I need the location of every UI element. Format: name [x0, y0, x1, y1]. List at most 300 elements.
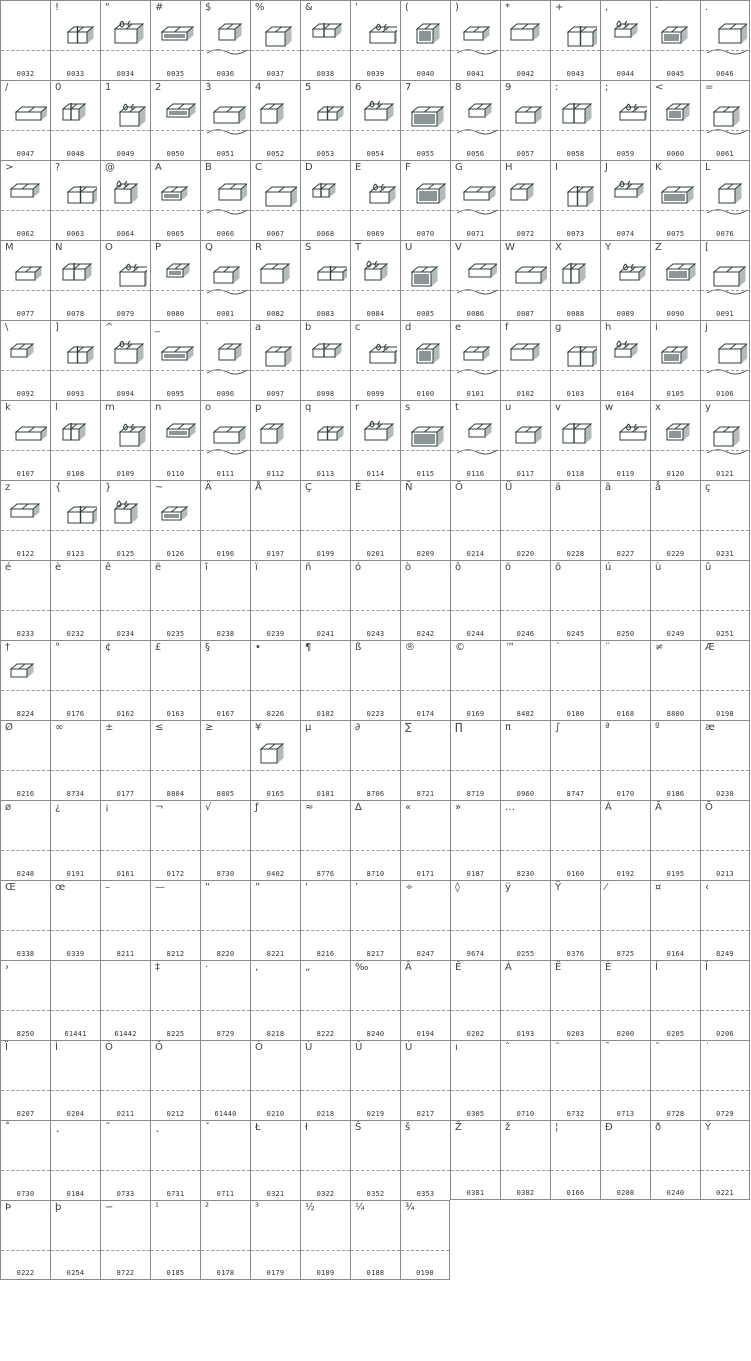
- baseline-divider: [651, 850, 700, 851]
- character-label: r: [355, 402, 360, 413]
- glyph-cell: [350, 960, 400, 1040]
- glyph-cell: [300, 400, 350, 480]
- char-code-label: 0206: [716, 1030, 734, 1038]
- baseline-divider: [101, 370, 150, 371]
- char-code-label: 0044: [616, 70, 635, 78]
- baseline-divider: [701, 770, 749, 771]
- character-label: Þ: [5, 1202, 12, 1213]
- char-code-label: 8747: [566, 790, 585, 798]
- char-code-label: 0123: [66, 550, 85, 558]
- glyph-cell: [50, 400, 100, 480]
- glyph-cell: [600, 400, 650, 480]
- character-label: :: [555, 82, 559, 93]
- char-code-label: 0097: [266, 390, 285, 398]
- glyph-cell: [400, 880, 450, 960]
- char-code-label: 0249: [666, 630, 685, 638]
- char-code-label: 0376: [566, 950, 585, 958]
- character-label: è: [55, 562, 62, 573]
- character-label: ‹: [705, 882, 709, 893]
- baseline-divider: [351, 1090, 400, 1091]
- baseline-divider: [451, 850, 500, 851]
- character-label: D: [305, 162, 313, 173]
- glyph-cell: [0, 240, 50, 320]
- character-label: a: [255, 322, 262, 333]
- character-label: È: [605, 962, 612, 973]
- character-label: Æ: [705, 642, 715, 653]
- char-code-label: 0381: [466, 1189, 485, 1197]
- char-code-label: 0245: [566, 630, 585, 638]
- baseline-divider: [351, 770, 400, 771]
- character-label: v: [555, 402, 561, 413]
- character-label: Ø: [5, 722, 13, 733]
- glyph-cell: [500, 1040, 550, 1120]
- char-code-label: 0107: [16, 470, 35, 478]
- glyph-cell: [100, 880, 150, 960]
- char-code-label: 0181: [316, 790, 335, 798]
- character-label: P: [155, 242, 162, 253]
- glyph-cell: [0, 800, 50, 880]
- char-code-label: 0217: [416, 1110, 435, 1118]
- char-code-label: 0075: [666, 230, 685, 238]
- char-code-label: 0050: [166, 150, 185, 158]
- character-label: ›: [5, 962, 9, 973]
- baseline-divider: [101, 1090, 150, 1091]
- baseline-divider: [351, 1250, 400, 1251]
- char-code-label: 0339: [66, 950, 85, 958]
- glyph-cell: [650, 960, 700, 1040]
- character-label: ‘: [305, 882, 309, 893]
- baseline-divider: [301, 530, 350, 531]
- glyph-cell: [50, 320, 100, 400]
- glyph-cell: [400, 560, 450, 640]
- char-code-label: 8729: [216, 1030, 235, 1038]
- char-code-label: 0062: [16, 230, 35, 238]
- glyph-cell: [100, 800, 150, 880]
- glyph-cell: [700, 480, 750, 560]
- glyph-cell: [250, 240, 300, 320]
- glyph-cell: [600, 480, 650, 560]
- character-label: b: [305, 322, 312, 333]
- glyph-cell: [250, 1040, 300, 1120]
- baseline-divider: [51, 1170, 100, 1171]
- char-code-label: 0174: [416, 710, 435, 718]
- character-label: ¨: [605, 642, 610, 653]
- char-code-label: 0069: [366, 230, 385, 238]
- character-label: ê: [105, 562, 112, 573]
- glyph-cell: [200, 240, 250, 320]
- character-label: ¹: [155, 1202, 160, 1213]
- glyph-cell: [350, 1120, 400, 1200]
- character-label: …: [505, 802, 515, 813]
- char-code-label: 0382: [516, 1189, 535, 1197]
- baseline-divider: [551, 770, 600, 771]
- char-code-label: 0061: [716, 150, 734, 158]
- char-code-label: 0055: [416, 150, 435, 158]
- character-label: }: [105, 482, 112, 493]
- glyph-cell: [0, 560, 50, 640]
- char-code-label: 0082: [266, 310, 285, 318]
- char-code-label: 0057: [516, 150, 535, 158]
- glyph-cell: [350, 0, 400, 80]
- baseline-divider: [301, 210, 350, 211]
- char-code-label: 0080: [166, 310, 185, 318]
- character-label: X: [555, 242, 562, 253]
- glyph-cell: [300, 320, 350, 400]
- char-code-label: 0125: [116, 550, 135, 558]
- glyph-cell: [450, 1120, 500, 1200]
- char-code-label: 0119: [616, 470, 635, 478]
- glyph-cell: [600, 0, 650, 80]
- char-code-label: 0049: [116, 150, 135, 158]
- baseline-divider: [551, 130, 600, 131]
- char-code-label: 0070: [416, 230, 435, 238]
- character-label: Ž: [455, 1122, 462, 1133]
- baseline-divider: [51, 210, 100, 211]
- glyph-cell: [0, 880, 50, 960]
- character-label: l: [55, 402, 58, 413]
- character-label: I: [555, 162, 558, 173]
- baseline-divider: [701, 450, 749, 451]
- glyph-cell: [450, 160, 500, 240]
- char-code-label: 8222: [316, 1030, 335, 1038]
- baseline-divider: [551, 850, 600, 851]
- char-code-label: 61440: [214, 1110, 237, 1118]
- character-label: e: [455, 322, 462, 333]
- char-code-label: 0244: [466, 630, 485, 638]
- character-label: ': [355, 2, 358, 13]
- glyph-cell: [450, 960, 500, 1040]
- char-code-label: 0067: [266, 230, 285, 238]
- char-code-label: 0211: [116, 1110, 135, 1118]
- glyph-cell: [250, 400, 300, 480]
- baseline-divider: [1, 50, 50, 51]
- glyph-cell: [100, 160, 150, 240]
- baseline-divider: [51, 930, 100, 931]
- character-label: ∫: [555, 722, 561, 733]
- glyph-cell: [250, 0, 300, 80]
- glyph-cell: [700, 720, 750, 800]
- glyph-cell: [200, 1040, 250, 1120]
- baseline-divider: [301, 370, 350, 371]
- glyph-cell: [50, 960, 100, 1040]
- baseline-divider: [651, 50, 700, 51]
- char-code-label: 0203: [566, 1030, 585, 1038]
- glyph-cell: [300, 160, 350, 240]
- char-code-label: 8722: [116, 1269, 135, 1277]
- baseline-divider: [551, 690, 600, 691]
- character-label: ◊: [455, 882, 460, 893]
- glyph-cell: [0, 0, 50, 80]
- char-code-label: 0098: [316, 390, 335, 398]
- character-label: ˜: [555, 1042, 560, 1053]
- baseline-divider: [151, 930, 200, 931]
- glyph-cell: [400, 800, 450, 880]
- baseline-divider: [1, 610, 50, 611]
- glyph-cell: [350, 800, 400, 880]
- baseline-divider: [101, 1250, 150, 1251]
- character-label: x: [655, 402, 661, 413]
- char-code-label: 8776: [316, 870, 335, 878]
- character-label: /: [5, 82, 9, 93]
- character-label: Œ: [5, 882, 16, 893]
- character-label: ñ: [305, 562, 312, 573]
- glyph-cell: [450, 0, 500, 80]
- character-label: Q: [205, 242, 213, 253]
- glyph-cell: [500, 0, 550, 80]
- glyph-cell: [500, 960, 550, 1040]
- glyph-cell: [0, 400, 50, 480]
- character-label: ª: [605, 722, 610, 733]
- char-code-label: 0210: [266, 1110, 285, 1118]
- glyph-cell: [200, 960, 250, 1040]
- character-label: q: [305, 402, 312, 413]
- char-code-label: 0102: [516, 390, 535, 398]
- baseline-divider: [601, 210, 650, 211]
- glyph-cell: [600, 800, 650, 880]
- char-code-label: 0163: [166, 710, 185, 718]
- character-label: ‰: [355, 962, 369, 973]
- char-code-label: 0233: [16, 630, 35, 638]
- glyph-cell: [300, 0, 350, 80]
- baseline-divider: [1, 450, 50, 451]
- char-code-label: 0198: [716, 710, 734, 718]
- baseline-divider: [301, 850, 350, 851]
- glyph-cell: [200, 720, 250, 800]
- char-code-label: 0192: [616, 870, 635, 878]
- baseline-divider: [701, 1090, 749, 1091]
- baseline-divider: [251, 1250, 300, 1251]
- char-code-label: 0171: [416, 870, 435, 878]
- baseline-divider: [101, 130, 150, 131]
- glyph-cell: [500, 880, 550, 960]
- char-code-label: 8250: [16, 1030, 35, 1038]
- baseline-divider: [651, 290, 700, 291]
- character-label: i: [655, 322, 658, 333]
- baseline-divider: [551, 210, 600, 211]
- character-label: ⁄: [605, 882, 607, 893]
- baseline-divider: [401, 930, 450, 931]
- glyph-cell: [200, 400, 250, 480]
- baseline-divider: [1, 370, 50, 371]
- baseline-divider: [551, 930, 600, 931]
- glyph-cell: [600, 640, 650, 720]
- glyph-cell: [500, 640, 550, 720]
- baseline-divider: [151, 450, 200, 451]
- char-code-label: 0178: [216, 1269, 235, 1277]
- char-code-label: 0046: [716, 70, 734, 78]
- baseline-divider: [401, 370, 450, 371]
- glyph-cell: [300, 80, 350, 160]
- char-code-label: 0195: [666, 870, 685, 878]
- baseline-divider: [101, 930, 150, 931]
- baseline-divider: [401, 210, 450, 211]
- glyph-cell: [600, 720, 650, 800]
- glyph-cell: [600, 240, 650, 320]
- glyph-cell: [150, 480, 200, 560]
- char-code-label: 0177: [116, 790, 135, 798]
- glyph-cell: [400, 960, 450, 1040]
- character-label: õ: [555, 562, 562, 573]
- baseline-divider: [451, 290, 500, 291]
- glyph-cell: [200, 320, 250, 400]
- character-label: ž: [505, 1122, 511, 1133]
- character-label: t: [455, 402, 459, 413]
- baseline-divider: [501, 770, 550, 771]
- character-label: ï: [255, 562, 258, 573]
- char-code-label: 0222: [16, 1269, 35, 1277]
- char-code-label: 61441: [64, 1030, 87, 1038]
- char-code-label: 0126: [166, 550, 185, 558]
- glyph-cell: [0, 160, 50, 240]
- character-label: _: [155, 322, 160, 333]
- character-label: Ò: [255, 1042, 263, 1053]
- char-code-label: 0172: [166, 870, 185, 878]
- char-code-label: 0402: [266, 870, 285, 878]
- baseline-divider: [651, 210, 700, 211]
- glyph-cell: [350, 240, 400, 320]
- character-label: ¥: [255, 722, 262, 733]
- char-code-label: 0322: [316, 1190, 335, 1198]
- glyph-cell: [350, 1200, 400, 1280]
- char-code-label: 0041: [466, 70, 485, 78]
- baseline-divider: [451, 50, 500, 51]
- character-label: U: [405, 242, 413, 253]
- glyph-cell: [300, 1040, 350, 1120]
- baseline-divider: [201, 370, 250, 371]
- glyph-cell: [450, 720, 500, 800]
- baseline-divider: [401, 770, 450, 771]
- char-code-label: 0200: [616, 1030, 635, 1038]
- glyph-cell: [250, 480, 300, 560]
- character-label: k: [5, 402, 11, 413]
- baseline-divider: [401, 1010, 450, 1011]
- char-code-label: 0229: [666, 550, 685, 558]
- baseline-divider: [401, 450, 450, 451]
- baseline-divider: [601, 1170, 650, 1171]
- baseline-divider: [301, 610, 350, 611]
- character-label: Å: [255, 482, 262, 493]
- char-code-label: 8221: [266, 950, 285, 958]
- char-code-label: 8710: [366, 870, 385, 878]
- char-code-label: 0201: [366, 550, 385, 558]
- char-code-label: 0240: [666, 1189, 685, 1197]
- character-label: Y: [605, 242, 612, 253]
- baseline-divider: [701, 370, 749, 371]
- baseline-divider: [151, 610, 200, 611]
- baseline-divider: [51, 130, 100, 131]
- baseline-divider: [351, 210, 400, 211]
- baseline-divider: [101, 210, 150, 211]
- char-code-label: 0255: [516, 950, 535, 958]
- glyph-cell: [700, 160, 750, 240]
- character-label: ß: [355, 642, 362, 653]
- character-label: {: [55, 482, 62, 493]
- baseline-divider: [101, 1170, 150, 1171]
- glyph-cell: [550, 320, 600, 400]
- character-label: º: [655, 722, 660, 733]
- glyph-cell: [50, 240, 100, 320]
- char-code-label: 0164: [666, 950, 685, 958]
- baseline-divider: [51, 1250, 100, 1251]
- baseline-divider: [301, 450, 350, 451]
- character-label: ®: [405, 642, 415, 653]
- glyph-cell: [250, 80, 300, 160]
- character-label: ≥: [205, 722, 214, 733]
- glyph-cell: [700, 960, 750, 1040]
- glyph-cell: [200, 1120, 250, 1200]
- char-code-label: 8804: [166, 790, 185, 798]
- glyph-cell: [650, 480, 700, 560]
- glyph-cell: [700, 320, 750, 400]
- baseline-divider: [601, 50, 650, 51]
- baseline-divider: [501, 450, 550, 451]
- glyph-cell: [150, 0, 200, 80]
- char-code-label: 0103: [566, 390, 585, 398]
- char-code-label: 0059: [616, 150, 635, 158]
- char-code-label: 0093: [66, 390, 85, 398]
- char-code-label: 0118: [566, 470, 585, 478]
- char-code-label: 0247: [416, 950, 435, 958]
- character-label: j: [705, 322, 708, 333]
- character-label: \: [5, 322, 9, 333]
- baseline-divider: [351, 50, 400, 51]
- char-code-label: 0338: [16, 950, 35, 958]
- baseline-divider: [1, 1170, 50, 1171]
- glyph-cell: [300, 1200, 350, 1280]
- char-code-label: 0728: [666, 1110, 685, 1118]
- baseline-divider: [51, 690, 100, 691]
- char-code-label: 0117: [516, 470, 535, 478]
- character-label: »: [455, 802, 462, 813]
- glyph-cell: [150, 800, 200, 880]
- character-label: m: [105, 402, 115, 413]
- character-label: Õ: [705, 802, 713, 813]
- character-label: ∏: [455, 722, 463, 733]
- char-code-label: 0238: [216, 630, 235, 638]
- glyph-cell: [550, 1040, 600, 1120]
- baseline-divider: [301, 930, 350, 931]
- glyph-cell: [250, 720, 300, 800]
- char-code-label: 0731: [166, 1190, 185, 1198]
- glyph-cell: [150, 80, 200, 160]
- char-code-label: 0711: [216, 1190, 235, 1198]
- char-code-label: 0039: [366, 70, 385, 78]
- character-label: ;: [605, 82, 609, 93]
- character-label: —: [155, 882, 165, 893]
- baseline-divider: [451, 610, 500, 611]
- character-label: ò: [405, 562, 412, 573]
- glyph-cell: [50, 160, 100, 240]
- char-code-label: 0078: [66, 310, 85, 318]
- baseline-divider: [451, 930, 500, 931]
- char-code-label: 0184: [66, 1190, 85, 1198]
- baseline-divider: [651, 930, 700, 931]
- character-label: T: [355, 242, 362, 253]
- glyph-cell: [0, 1200, 50, 1280]
- char-code-label: 0038: [316, 70, 335, 78]
- char-code-label: 8482: [516, 710, 535, 718]
- character-label: o: [205, 402, 212, 413]
- baseline-divider: [501, 930, 550, 931]
- char-code-label: 0242: [416, 630, 435, 638]
- char-code-label: 0220: [516, 550, 535, 558]
- baseline-divider: [451, 530, 500, 531]
- character-label: £: [155, 642, 162, 653]
- glyph-cell: [250, 160, 300, 240]
- baseline-divider: [401, 850, 450, 851]
- baseline-divider: [151, 1250, 200, 1251]
- glyph-cell: [600, 160, 650, 240]
